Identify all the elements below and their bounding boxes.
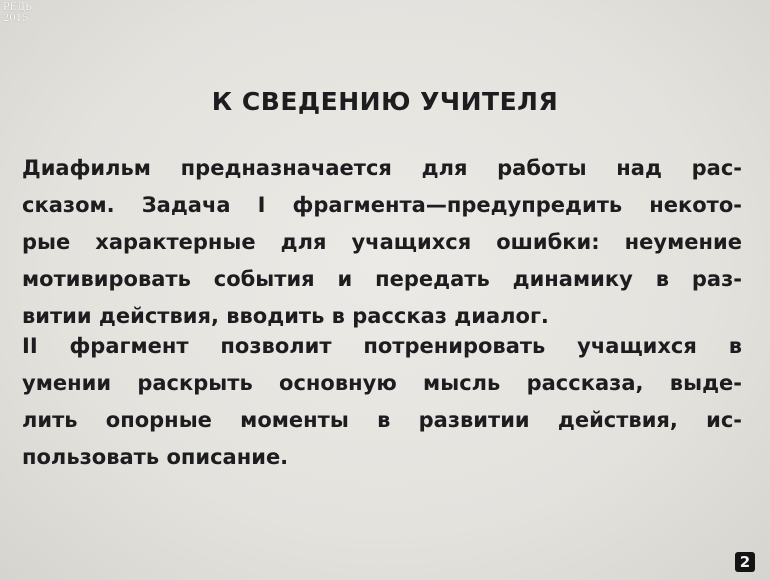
text-line: витии действия, вводить в рассказ диалог. [22, 304, 549, 328]
text-line: умении раскрыть основную мысль рассказа, выде- [22, 371, 742, 395]
text-line: мотивировать события и передать динамику в раз- [22, 267, 742, 291]
watermark [3, 2, 32, 24]
watermark-line: РЕДЬ [3, 2, 32, 13]
page-title: К СВЕДЕНИЮ УЧИТЕЛЯ [211, 87, 559, 116]
paragraph [22, 328, 742, 476]
text-line: сказом. Задача I фрагмента—предупредить некото- [22, 193, 742, 217]
watermark-line: 2015 [3, 13, 29, 24]
text-line: II фрагмент позволит потренировать учащихся в [22, 334, 742, 358]
paragraph [22, 150, 742, 335]
page-number-badge: 2 [735, 552, 755, 572]
text-line: лить опорные моменты в развитии действия, ис- [22, 408, 742, 432]
text-line: рые характерные для учащихся ошибки: неумение [22, 230, 742, 254]
text-line: пользовать описание. [22, 445, 289, 469]
text-line: Диафильм предназначается для работы над рас- [22, 156, 742, 180]
